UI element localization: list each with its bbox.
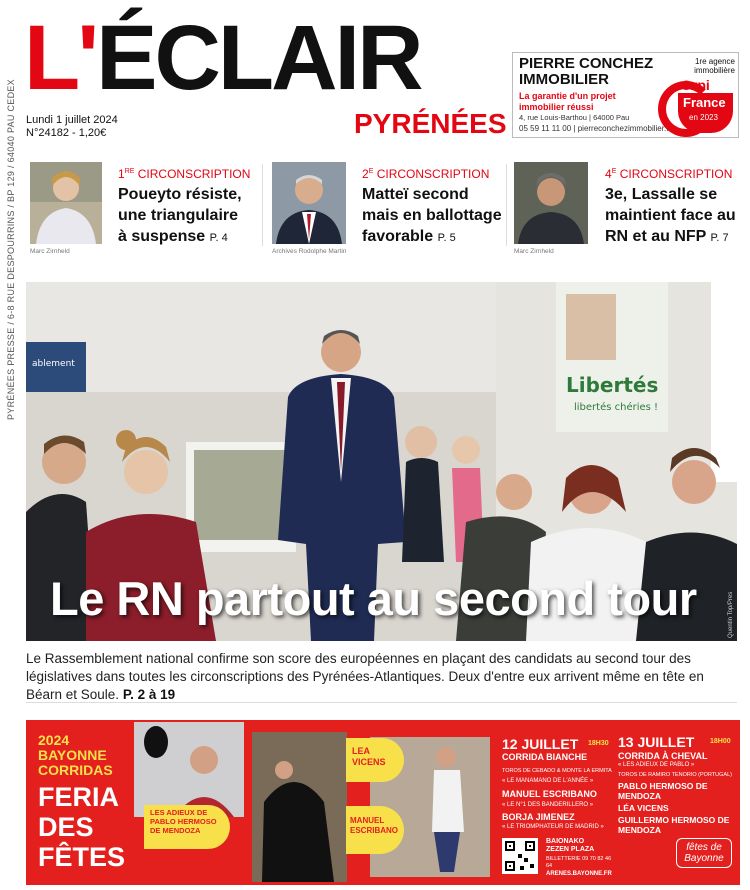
article-1-headline[interactable] [118, 184, 248, 249]
ad-brand: Orpi [681, 77, 710, 93]
feria-ad[interactable] [26, 720, 740, 885]
ad-tagline: La garantie d'un projet immobilier réussi [519, 91, 616, 112]
page-ref: P. 7 [710, 232, 729, 244]
kicker-text: CIRCONSCRIPTION [373, 167, 490, 181]
article-1-credit: Marc Zirnheld [30, 248, 70, 255]
article-2-headline[interactable] [362, 184, 502, 249]
feria-tag-2: LEA VICENS [352, 746, 386, 767]
publisher-address: PYRÉNÉES PRESSE / 6-8 RUE DESPOURRINS / BP 129 / 64040 PAU CEDEX [6, 79, 16, 420]
column-divider [506, 164, 507, 246]
article-3-photo[interactable] [514, 162, 588, 244]
kicker-superscript: E [368, 168, 374, 175]
article-1-photo[interactable] [30, 162, 102, 244]
kicker-number: 4 [605, 167, 612, 181]
kicker-number: 1 [118, 167, 125, 181]
portrait-woman-icon [30, 162, 102, 244]
ad-country: France [683, 95, 726, 110]
ad-contact: 05 59 11 11 00 | pierreconchezimmobilier.fr [519, 124, 672, 133]
lead-paragraph[interactable] [26, 650, 741, 704]
venue-name: BAIONAKO ZEZEN PLAZA [546, 838, 595, 853]
ad-address: 4, rue Louis-Barthou | 64000 Pau [519, 113, 630, 122]
masthead-apostrophe: L' [24, 7, 97, 109]
masthead-title [24, 8, 421, 108]
main-photo-credit: Quentin Top/Pres [728, 591, 734, 638]
day2-rider-3: GUILLERMO HERMOSO DE MENDOZA [618, 815, 730, 835]
section-divider [26, 702, 737, 703]
poster-title: Libertés [566, 373, 659, 397]
feria-corridas: CORRIDAS [38, 762, 113, 778]
issue-number: N°24182 - 1,20€ [26, 127, 107, 139]
feria-city: BAYONNE [38, 747, 107, 763]
fetes-logo: fêtes de Bayonne [676, 838, 732, 868]
day2-date: 13 JUILLET [618, 734, 695, 750]
kicker-superscript: RE [124, 168, 135, 175]
feria-title-2: DES [38, 812, 94, 842]
article-1-kicker [118, 167, 250, 181]
article-3-headline[interactable] [605, 184, 740, 249]
poster-subtitle: libertés chéries ! [574, 402, 659, 413]
kicker-text: CIRCONSCRIPTION [616, 167, 733, 181]
article-2-kicker [362, 167, 489, 181]
masthead-subtitle: PYRÉNÉES [354, 108, 507, 139]
article-3-kicker [605, 167, 732, 181]
feria-title-1: FERIA [38, 782, 119, 812]
day1-note-3: « LE TRIOMPHATEUR DE MADRID » [502, 824, 604, 830]
svg-text:ablement: ablement [32, 359, 75, 369]
bullfight-photos [134, 722, 494, 882]
day2-time: 18H00 [710, 738, 731, 745]
portrait-man-icon [514, 162, 588, 244]
ad-year: en 2023 [689, 113, 718, 122]
day2-rider-1: PABLO HERMOSO DE MENDOZA [618, 781, 708, 801]
lead-text: Le Rassemblement national confirme son score des européennes en plaçant des candidats au second tour des législatives dans toutes les circonscriptions des Pyrénées-Atlantiques. Deux d'entre eux arrivent même en tête en Béarn et Soule. [26, 651, 704, 702]
masthead-title-text: ÉCLAIR [96, 7, 421, 109]
day2-rider-2: LÉA VICENS [618, 803, 669, 813]
headline-text: Matteï second mais en ballottage favorable [362, 186, 502, 245]
kicker-number: 2 [362, 167, 369, 181]
article-2-credit: Archives Rodolphe Martin [272, 248, 347, 255]
ad-rank: 1re agence immobilière [694, 57, 735, 75]
ad-agency-name: PIERRE CONCHEZ IMMOBILIER [519, 55, 654, 88]
day1-matador-1: MANUEL ESCRIBANO [502, 789, 597, 799]
page-ref: P. 5 [437, 232, 456, 244]
kicker-text: CIRCONSCRIPTION [134, 167, 251, 181]
kicker-superscript: E [611, 168, 617, 175]
column-divider [262, 164, 263, 246]
feria-year: 2024 [38, 732, 70, 748]
day1-bulls: TOROS DE CEBADO & MONTE LA ERMITA [502, 768, 612, 774]
main-headline[interactable]: Le RN partout au second tour [50, 572, 697, 625]
day2-bulls: TOROS DE RAMIRO TENORIO (PORTUGAL) [618, 772, 732, 778]
day2-type: CORRIDA À CHEVAL [618, 751, 708, 761]
top-ad[interactable] [512, 52, 739, 138]
page-ref: P. 4 [209, 232, 228, 244]
article-2-photo[interactable] [272, 162, 346, 244]
day1-matador-2: BORJA JIMENEZ [502, 812, 575, 822]
article-3-credit: Marc Zirnheld [514, 248, 554, 255]
headline-text: Poueyto résiste, une triangulaire à suspense [118, 186, 242, 245]
day2-subtitle: « LES ADIEUX DE PABLO » [618, 762, 695, 768]
feria-title-3: FÊTES [38, 842, 126, 872]
lead-page-ref: P. 2 à 19 [122, 687, 176, 702]
ticket-website[interactable]: ARENES.BAYONNE.FR [546, 871, 612, 877]
day1-note-2: « LE N°1 DES BANDERILLERO » [502, 802, 594, 808]
feria-tag-3: MANUEL ESCRIBANO [350, 816, 399, 835]
day1-type: CORRIDA BIANCHE [502, 752, 588, 762]
day1-time: 18H30 [588, 740, 609, 747]
portrait-man-icon [272, 162, 346, 244]
headline-text: 3e, Lassalle se maintient face au RN et au NFP [605, 186, 736, 245]
day1-date: 12 JUILLET [502, 736, 579, 752]
qr-code-icon[interactable] [502, 838, 538, 874]
day1-note-1: « LE MANAMANO DE L'ANNÉE » [502, 778, 594, 784]
feria-tag-1: LES ADIEUX DE PABLO HERMOSO DE MENDOZA [150, 808, 217, 835]
ticket-phone: BILLETTERIE 09 70 82 46 64 [546, 856, 612, 869]
issue-date: Lundi 1 juillet 2024 [26, 114, 118, 126]
